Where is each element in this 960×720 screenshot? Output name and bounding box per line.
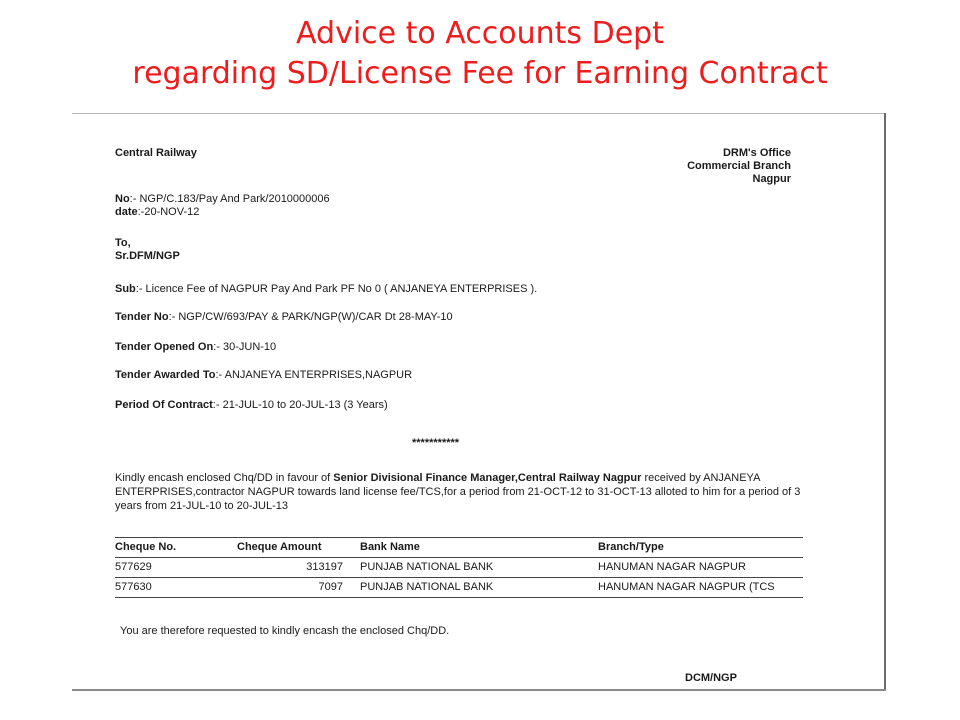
slide-title-line-2: regarding SD/License Fee for Earning Contract <box>132 56 828 91</box>
reference-number-label: No <box>115 193 130 205</box>
slide-title-line-1: Advice to Accounts Dept <box>296 16 664 51</box>
table-header-row <box>115 538 803 557</box>
subject-value: :- Licence Fee of NAGPUR Pay And Park PF No 0 ( ANJANEYA ENTERPRISES ). <box>135 283 538 295</box>
letter-right-edge <box>884 113 886 691</box>
tender-number-line <box>115 311 453 324</box>
contract-period-line <box>115 399 388 412</box>
tender-awarded-label: Tender Awarded To <box>115 369 216 381</box>
tender-number-value: :- NGP/CW/693/PAY & PARK/NGP(W)/CAR Dt 28-MAY-10 <box>168 311 453 323</box>
tender-opened-label: Tender Opened On <box>115 341 214 353</box>
letter-date-value: :-20-NOV-12 <box>137 206 200 218</box>
table-row <box>115 578 803 597</box>
closing-request: You are therefore requested to kindly encash the enclosed Chq/DD. <box>120 625 450 637</box>
letter-date-label: date <box>115 206 138 218</box>
body-text-post: received by ANJANEYA ENTERPRISES,contractor NAGPUR towards land license fee/TCS,for a period from 21-OCT-12 to 31-OCT-13 alloted to him for a period of 3 years from 21-JUL-10 to 20-JUL-13 <box>115 472 801 512</box>
tender-opened-value: :- 30-JUN-10 <box>213 341 277 353</box>
contract-period-value: :- 21-JUL-10 to 20-JUL-13 (3 Years) <box>212 399 388 411</box>
addressee-value: Sr.DFM/NGP <box>115 250 180 262</box>
header-cheque-no: Cheque No. <box>115 541 177 553</box>
cell-bank-name: PUNJAB NATIONAL BANK <box>360 561 494 573</box>
cell-cheque-amount: 7097 <box>318 581 343 593</box>
cell-cheque-amount: 313197 <box>306 561 343 573</box>
tender-awarded-line <box>115 369 412 382</box>
body-text-pre: Kindly encash enclosed Chq/DD in favour of <box>115 472 334 484</box>
cell-cheque-no: 577629 <box>115 561 152 573</box>
letter-date <box>115 206 330 219</box>
office-line-3: Nagpur <box>752 173 791 185</box>
sender-name: Central Railway <box>115 147 197 159</box>
office-line-1: DRM's Office <box>722 147 791 159</box>
table-row <box>115 558 803 577</box>
signatory: DCM/NGP <box>685 672 737 684</box>
slide-title <box>0 14 960 94</box>
tender-number-label: Tender No <box>115 311 169 323</box>
cheque-table <box>115 537 803 598</box>
cell-bank-name: PUNJAB NATIONAL BANK <box>360 581 494 593</box>
subject-label: Sub <box>115 283 136 295</box>
office-line-2: Commercial Branch <box>687 160 791 172</box>
body-paragraph <box>115 471 815 513</box>
table-rule-bottom <box>115 597 803 598</box>
subject-line <box>115 283 537 296</box>
cell-branch-type: HANUMAN NAGAR NAGPUR (TCS <box>598 581 775 593</box>
cell-branch-type: HANUMAN NAGAR NAGPUR <box>598 561 746 573</box>
header-cheque-amount: Cheque Amount <box>237 541 322 553</box>
header-branch-type: Branch/Type <box>598 541 664 553</box>
tender-awarded-value: :- ANJANEYA ENTERPRISES,NAGPUR <box>215 369 413 381</box>
addressee-label: To, <box>115 237 131 249</box>
reference-number <box>115 193 330 206</box>
reference-block <box>115 193 330 219</box>
separator-stars: *********** <box>412 437 460 449</box>
contract-period-label: Period Of Contract <box>115 399 213 411</box>
cell-cheque-no: 577630 <box>115 581 152 593</box>
header-bank-name: Bank Name <box>360 541 420 553</box>
office-address <box>687 147 791 186</box>
addressee-block <box>115 237 180 263</box>
letter-bottom-edge <box>72 689 886 691</box>
body-text-payee: Senior Divisional Finance Manager,Central Railway Nagpur <box>333 472 642 484</box>
tender-opened-line <box>115 341 276 354</box>
scanned-letter <box>72 113 886 691</box>
reference-number-value: :- NGP/C.183/Pay And Park/2010000006 <box>129 193 330 205</box>
letter-top-edge <box>72 113 886 114</box>
